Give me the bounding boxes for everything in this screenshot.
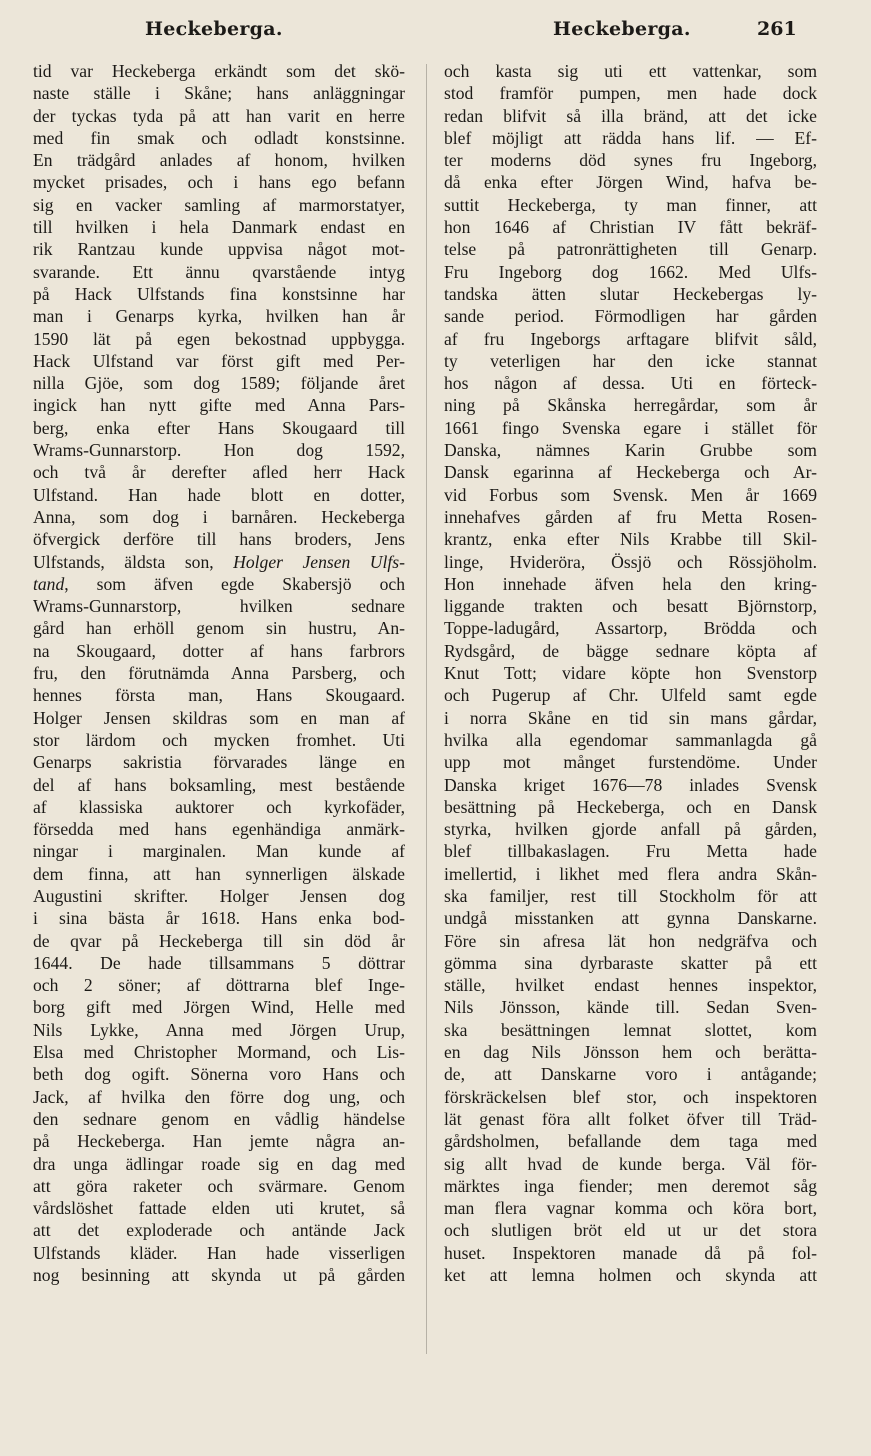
text-line: nog besinning att skynda ut på gården [33, 1265, 405, 1286]
text-line: telse på patronrättigheten till Genarp. [444, 239, 817, 260]
text-line: hon 1646 af Christian IV fått bekräf- [444, 217, 817, 238]
text-line: ningar i marginalen. Man kunde af [33, 841, 405, 862]
text-line: en dag Nils Jönsson hem och berätta- [444, 1042, 817, 1063]
text-line: Wrams-Gunnarstorp. Hon dog 1592, [33, 440, 405, 461]
text-line: 1590 lät på egen bekostnad uppbygga. [33, 328, 405, 349]
text-line: märktes inga fiender; men deremot såg [444, 1175, 817, 1196]
text-line: del af hans boksamling, mest bestående [33, 774, 405, 795]
text-line: besättning på Heckeberga, och en Dansk [444, 796, 817, 817]
text-line: krantz, enka efter Nils Krabbe till Skil- [444, 529, 817, 550]
text-line: Augustini skrifter. Holger Jensen dog [33, 885, 405, 906]
text-line: vårdslöshet fattade elden uti krutet, så [33, 1198, 405, 1219]
text-line: man i Genarps kyrka, hvilken han år [33, 306, 405, 327]
text-line: att göra raketer och svärmare. Genom [33, 1175, 405, 1196]
text-line: dem finna, att han synnerligen älskade [33, 863, 405, 884]
text-line: af fru Ingeborgs arftagare blifvit såld, [444, 328, 817, 349]
text-line: Rydsgård, de bägge sednare köpta af [444, 640, 817, 661]
text-line: de, att Danskarne voro i antågande; [444, 1064, 817, 1085]
text-line: Toppe-ladugård, Assartorp, Brödda och [444, 618, 817, 639]
text-line: upp mot månget furstendöme. Under [444, 752, 817, 773]
text-line: och 2 söner; af döttrarna blef Inge- [33, 975, 405, 996]
text-line: gömma sina dyrbaraste skatter på ett [444, 952, 817, 973]
text-line: liggande trakten och besatt Björnstorp, [444, 596, 817, 617]
text-line: ska besättningen lemnat slottet, kom [444, 1019, 817, 1040]
text-line: och slutligen bröt eld ut ur det stora [444, 1220, 817, 1241]
text-line: fru, den förutnämda Anna Parsberg, och [33, 663, 405, 684]
text-line: En trädgård anlades af honom, hvilken [33, 150, 405, 171]
text-line: stor lärdom och mycken fromhet. Uti [33, 729, 405, 750]
text-line: hos någon af dessa. Uti en förteck- [444, 373, 817, 394]
text-line: svarande. Ett ännu qvarstående intyg [33, 261, 405, 282]
text-line: den sednare genom en vådlig händelse [33, 1108, 405, 1129]
text-line: imellertid, i likhet med flera andra Skån- [444, 863, 817, 884]
text-line: ingick han nytt gifte med Anna Pars- [33, 395, 405, 416]
text-line: redan blifvit så illa bränd, att det icke [444, 105, 817, 126]
text-line: Ulfstands, äldsta son, Holger Jensen Ulfs- [33, 551, 405, 572]
text-line: de qvar på Heckeberga till sin död år [33, 930, 405, 951]
text-line: Jack, af hvilka den förre dog ung, och [33, 1086, 405, 1107]
text-line: hvilka alla egendomar sammanlagda gå [444, 729, 817, 750]
text-line: man flera vagnar komma och köra bort, [444, 1198, 817, 1219]
text-line: Knut Tott; vidare köpte hon Svenstorp [444, 663, 817, 684]
text-line: ställe, hvilket endast hennes inspektor, [444, 975, 817, 996]
text-line: Holger Jensen skildras som en man af [33, 707, 405, 728]
text-line: ty veterligen har den icke stannat [444, 350, 817, 371]
text-line: nilla Gjöe, som dog 1589; följande året [33, 373, 405, 394]
text-line: på Hack Ulfstands fina konstsinne har [33, 283, 405, 304]
text-line: att det exploderade och antände Jack [33, 1220, 405, 1241]
text-line: Hon innehade äfven hela den kring- [444, 573, 817, 594]
text-line: blef tillbakaslagen. Fru Metta hade [444, 841, 817, 862]
text-line: Elsa med Christopher Mormand, och Lis- [33, 1042, 405, 1063]
text-line: ket att lemna holmen och skynda att [444, 1265, 817, 1286]
text-line: och kasta sig uti ett vattenkar, som [444, 61, 817, 81]
running-head-right: Heckeberga. [553, 18, 691, 40]
text-line: undgå misstanken att gynna Danskarne. [444, 908, 817, 929]
text-line: Danska kriget 1676—78 inlades Svensk [444, 774, 817, 795]
text-line: innehafves gården af fru Metta Rosen- [444, 506, 817, 527]
text-line: rik Rantzau kunde uppvisa något mot- [33, 239, 405, 260]
text-line: på Heckeberga. Han jemte några an- [33, 1131, 405, 1152]
text-line: blef möjligt att rädda hans lif. — Ef- [444, 127, 817, 148]
text-line: Ulfstands kläder. Han hade visserligen [33, 1242, 405, 1263]
text-line: med fin smak och odladt konstsinne. [33, 127, 405, 148]
text-line: Danska, nämnes Karin Grubbe som [444, 440, 817, 461]
text-line: försedda med hans egenhändiga anmärk- [33, 819, 405, 840]
text-line: Nils Jönsson, kände till. Sedan Sven- [444, 997, 817, 1018]
text-line: i norra Skåne en tid sin mans gårdar, [444, 707, 817, 728]
text-line: Hack Ulfstand var först gift med Per- [33, 350, 405, 371]
text-line: beth dog ogift. Sönerna voro Hans och [33, 1064, 405, 1085]
text-line: Anna, som dog i barnåren. Heckeberga [33, 506, 405, 527]
text-line: tand, som äfven egde Skabersjö och [33, 573, 405, 594]
text-line: sig en vacker samling af marmorstatyer, [33, 194, 405, 215]
text-line: Nils Lykke, Anna med Jörgen Urup, [33, 1019, 405, 1040]
text-line: gårdsholmen, befallande dem taga med [444, 1131, 817, 1152]
text-line: Dansk egarinna af Heckeberga och Ar- [444, 462, 817, 483]
text-line: stod framför pumpen, men hade dock [444, 83, 817, 104]
page-number: 261 [757, 18, 797, 40]
left-text-column [33, 60, 405, 1286]
text-line: lät genast föra allt folket öfver till Träd- [444, 1108, 817, 1129]
text-line: ning på Skånska herregårdar, som år [444, 395, 817, 416]
text-line: och två år derefter afled herr Hack [33, 462, 405, 483]
text-line: tandska ätten slutar Heckebergas ly- [444, 283, 817, 304]
text-line: mycket prisades, och i hans ego befann [33, 172, 405, 193]
text-line: naste ställe i Skåne; hans anläggningar [33, 83, 405, 104]
right-text-column [444, 60, 817, 1286]
text-line: linge, Hvideröra, Össjö och Rössjöholm. [444, 551, 817, 572]
text-line: na Skougaard, dotter af hans farbrors [33, 640, 405, 661]
text-line: sig allt hvad de kunde berga. Väl för- [444, 1153, 817, 1174]
column-divider [426, 64, 427, 1354]
text-line: öfvergick derföre till hans broders, Jens [33, 529, 405, 550]
text-line: af klassiska auktorer och kyrkofäder, [33, 796, 405, 817]
text-line: styrka, hvilken gjorde anfall på gården, [444, 819, 817, 840]
text-line: Ulfstand. Han hade blott en dotter, [33, 484, 405, 505]
text-line: förskräckelsen blef stor, och inspektoren [444, 1086, 817, 1107]
text-line: i sina bästa år 1618. Hans enka bod- [33, 908, 405, 929]
text-line: berg, enka efter Hans Skougaard till [33, 417, 405, 438]
text-line: der tyckas tyda på att han varit en herre [33, 105, 405, 126]
text-line: dra unga ädlingar roade sig en dag med [33, 1153, 405, 1174]
text-line: Genarps sakristia förvarades länge en [33, 752, 405, 773]
text-line: vid Forbus som Svensk. Men år 1669 [444, 484, 817, 505]
text-line: suttit Heckeberga, ty man finner, att [444, 194, 817, 215]
running-head-left: Heckeberga. [145, 18, 283, 40]
text-line: gård han erhöll genom sin hustru, An- [33, 618, 405, 639]
text-line: Före sin afresa lät hon nedgräfva och [444, 930, 817, 951]
text-line: sande period. Förmodligen har gården [444, 306, 817, 327]
text-line: och Pugerup af Chr. Ulfeld samt egde [444, 685, 817, 706]
text-line: ter moderns död synes fru Ingeborg, [444, 150, 817, 171]
text-line: till hvilken i hela Danmark endast en [33, 217, 405, 238]
text-line: då enka efter Jörgen Wind, hafva be- [444, 172, 817, 193]
text-line: ska familjer, rest till Stockholm för att [444, 885, 817, 906]
text-line: Fru Ingeborg dog 1662. Med Ulfs- [444, 261, 817, 282]
text-line: 1644. De hade tillsammans 5 döttrar [33, 952, 405, 973]
text-line: hennes första man, Hans Skougaard. [33, 685, 405, 706]
text-line: Wrams-Gunnarstorp, hvilken sednare [33, 596, 405, 617]
text-line: borg gift med Jörgen Wind, Helle med [33, 997, 405, 1018]
text-line: tid var Heckeberga erkändt som det skö- [33, 61, 405, 81]
text-line: huset. Inspektoren manade då på fol- [444, 1242, 817, 1263]
text-line: 1661 fingo Svenska egare i stället för [444, 417, 817, 438]
page-header [0, 18, 871, 48]
